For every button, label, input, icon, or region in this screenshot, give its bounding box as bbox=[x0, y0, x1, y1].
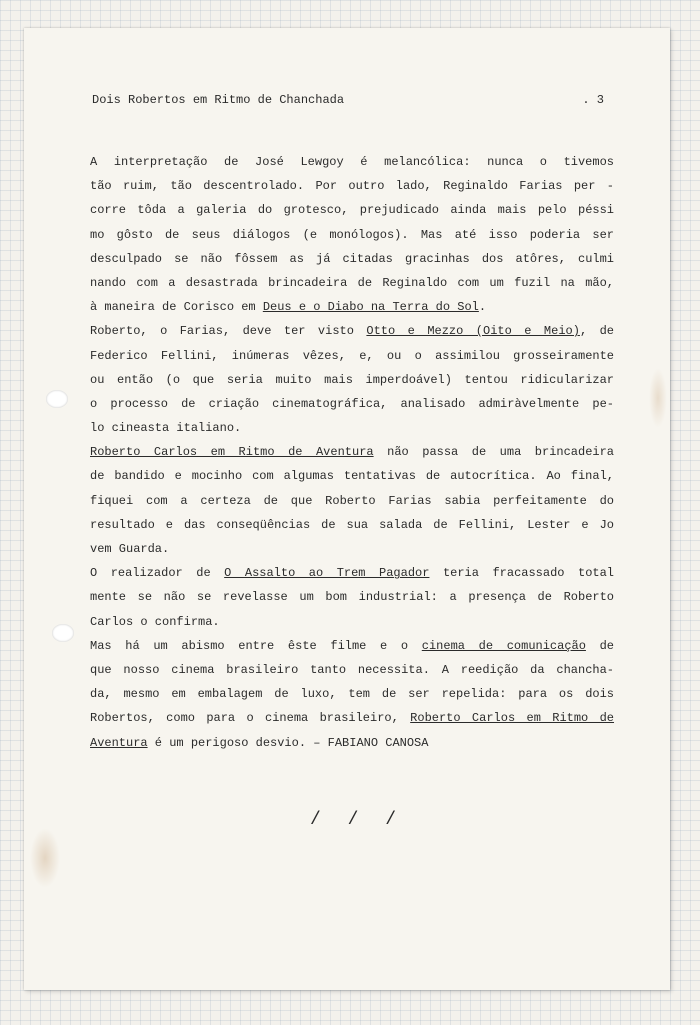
text-segment: mente se não se revelasse um bom industrial: a presença de Roberto bbox=[90, 590, 614, 605]
text-line bbox=[90, 392, 614, 416]
underlined-title: Deus e o Diabo na Terra do Sol bbox=[262, 300, 479, 315]
text-line bbox=[90, 198, 614, 222]
text-line bbox=[90, 150, 614, 174]
text-segment: da, mesmo em embalagem de luxo, tem de ser repelida: para os dois bbox=[90, 687, 614, 702]
text-segment: lo cineasta italiano. bbox=[90, 421, 242, 436]
text-line bbox=[90, 271, 614, 295]
text-segment: à maneira de Corisco em bbox=[90, 300, 263, 315]
text-segment: de bandido e mocinho com algumas tentativas de autocrítica. Ao final, bbox=[90, 469, 614, 484]
underlined-title: Aventura bbox=[90, 735, 148, 750]
underlined-title: O Assalto ao Trem Pagador bbox=[224, 566, 430, 581]
text-segment: O realizador de bbox=[90, 566, 225, 581]
text-line bbox=[90, 344, 614, 368]
text-line bbox=[90, 368, 614, 392]
text-line bbox=[90, 561, 614, 585]
header-title: Dois Robertos em Ritmo de Chanchada bbox=[92, 93, 345, 107]
underlined-title: Roberto Carlos em Ritmo de Aventura bbox=[90, 445, 374, 460]
closing-marks: / / / bbox=[310, 810, 405, 830]
text-line bbox=[90, 731, 614, 755]
text-segment: teria fracassado total bbox=[429, 566, 614, 581]
text-segment: Mas há um abismo entre êste filme e o bbox=[90, 638, 422, 653]
text-line bbox=[90, 223, 614, 247]
text-segment: fiquei com a certeza de que Roberto Farias sabia perfeitamente do bbox=[90, 493, 614, 508]
text-segment: . bbox=[478, 300, 487, 315]
text-line bbox=[90, 658, 614, 682]
text-line bbox=[90, 489, 614, 513]
text-segment: que nosso cinema brasileiro tanto necessita. A reedição da chancha- bbox=[90, 662, 614, 677]
page-number: . 3 bbox=[582, 93, 604, 107]
text-line bbox=[90, 440, 614, 464]
text-line bbox=[90, 416, 614, 440]
text-segment: não passa de uma brincadeira bbox=[373, 445, 614, 460]
text-line bbox=[90, 682, 614, 706]
text-segment: nando com a desastrada brincadeira de Reginaldo com um fuzil na mão, bbox=[90, 275, 614, 290]
text-line bbox=[90, 247, 614, 271]
underlined-title: Otto e Mezzo (Oito e Meio) bbox=[366, 324, 580, 339]
underlined-title: Roberto Carlos em Ritmo de bbox=[410, 711, 615, 726]
text-segment: de bbox=[585, 638, 614, 653]
text-line bbox=[90, 174, 614, 198]
paper-stain bbox=[30, 828, 60, 888]
text-segment: A interpretação de José Lewgoy é melancólica: nunca o tivemos bbox=[90, 155, 614, 169]
punch-hole bbox=[52, 624, 74, 642]
text-segment: vem Guarda. bbox=[90, 542, 170, 556]
paper-stain bbox=[649, 368, 667, 428]
text-line bbox=[90, 610, 614, 634]
underlined-title: cinema de comunicação bbox=[421, 638, 586, 653]
text-segment: Roberto, o Farias, deve ter visto bbox=[90, 324, 367, 339]
page-header bbox=[92, 93, 604, 107]
text-line bbox=[90, 319, 614, 343]
text-segment: corre tôda a galeria do grotesco, prejudicado ainda mais pelo péssi bbox=[90, 203, 614, 218]
text-segment: tão ruim, tão descentrolado. Por outro lado, Reginaldo Farias per - bbox=[90, 179, 614, 194]
text-segment: o processo de criação cinematográfica, analisado admiràvelmente pe- bbox=[90, 396, 614, 411]
text-line bbox=[90, 537, 614, 561]
text-line bbox=[90, 513, 614, 537]
text-segment: Federico Fellini, inúmeras vêzes, e, ou o assimilou grosseiramente bbox=[90, 348, 614, 363]
text-segment: ou então (o que seria muito mais imperdoável) tentou ridicularizar bbox=[90, 372, 614, 387]
text-line bbox=[90, 585, 614, 609]
text-segment: Carlos o confirma. bbox=[90, 614, 220, 629]
text-segment: é um perigoso desvio. – FABIANO CANOSA bbox=[147, 735, 429, 750]
text-line bbox=[90, 464, 614, 488]
text-segment: mo gôsto de seus diálogos (e monólogos). Mas até isso poderia ser bbox=[90, 227, 614, 242]
text-segment: , de bbox=[579, 324, 615, 339]
body-text bbox=[90, 150, 614, 755]
text-segment: Robertos, como para o cinema brasileiro, bbox=[90, 711, 411, 726]
text-line bbox=[90, 706, 614, 730]
punch-hole bbox=[46, 390, 68, 408]
text-segment: resultado e das conseqüências de sua salada de Fellini, Lester e Jo bbox=[90, 517, 614, 532]
text-segment: desculpado se não fôssem as já citadas gracinhas dos atôres, culmi bbox=[90, 251, 614, 266]
text-line bbox=[90, 634, 614, 658]
text-line bbox=[90, 295, 614, 319]
